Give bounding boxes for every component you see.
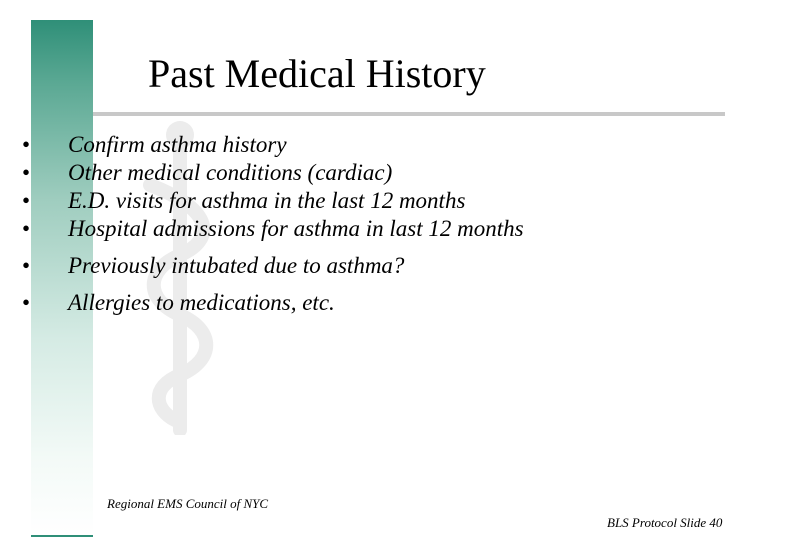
footer-slide-number: BLS Protocol Slide 40	[607, 515, 723, 530]
bullet-marker: •	[22, 290, 31, 315]
bullet-marker: •	[22, 253, 31, 278]
bullet-item	[22, 131, 682, 159]
bullet-text: Hospital admissions for asthma in last 12 months	[68, 216, 524, 241]
bullet-list	[22, 131, 682, 317]
bullet-text: Confirm asthma history	[68, 132, 287, 157]
bullet-marker: •	[22, 132, 31, 157]
bullet-text: Allergies to medications, etc.	[68, 290, 335, 315]
bullet-marker: •	[22, 188, 31, 213]
slide-title: Past Medical History	[148, 51, 486, 96]
bullet-text: Other medical conditions (cardiac)	[68, 160, 393, 185]
bullet-marker: •	[22, 160, 31, 185]
bullet-item	[22, 215, 682, 243]
bullet-item	[22, 159, 682, 187]
bullet-item	[22, 252, 682, 280]
bullet-item	[22, 187, 682, 215]
bullet-text: Previously intubated due to asthma?	[68, 253, 405, 278]
bullet-item	[22, 289, 682, 317]
bullet-marker: •	[22, 216, 31, 241]
side-accent-base	[31, 535, 93, 537]
bullet-text: E.D. visits for asthma in the last 12 months	[68, 188, 466, 213]
footer-organization: Regional EMS Council of NYC	[107, 496, 269, 511]
